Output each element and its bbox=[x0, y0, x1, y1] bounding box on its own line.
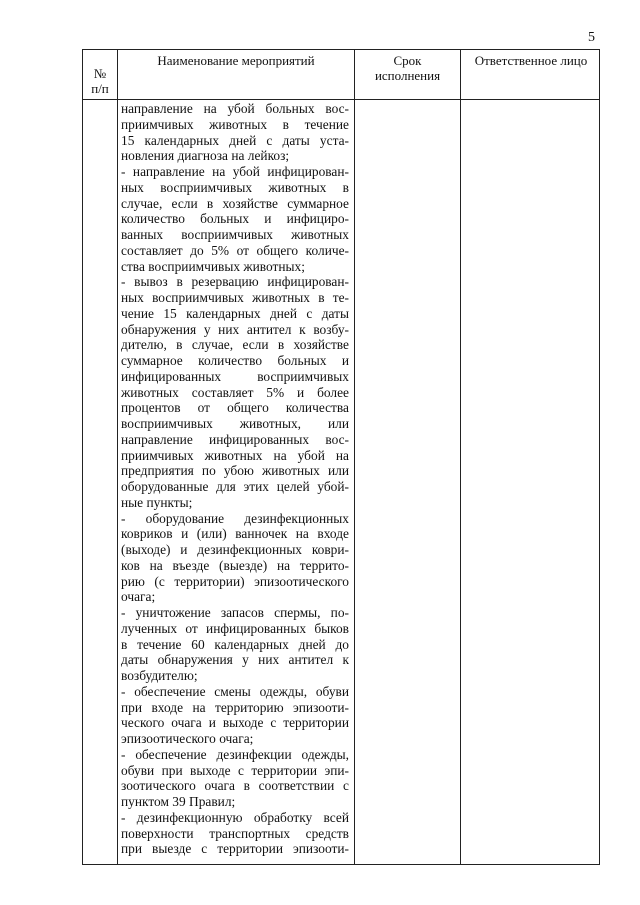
measures-text-line: - обеспечение дезинфекции одежды, bbox=[121, 746, 349, 762]
measures-text-line: ческого очага и выходе с территории bbox=[121, 715, 349, 731]
measures-text-line: возбудителю; bbox=[121, 668, 198, 683]
measures-text-line: инфицированных восприимчивых bbox=[121, 368, 349, 384]
measures-text-line: чение 15 календарных дней с даты bbox=[121, 305, 349, 321]
measures-text-line: случае, если в хозяйстве суммарное bbox=[121, 195, 349, 211]
header-measures-name: Наименование мероприятий bbox=[157, 53, 315, 68]
measures-text-line: рию (с территории) эпизоотического bbox=[121, 573, 349, 589]
measures-text-line: - уничтожение запасов спермы, по- bbox=[121, 605, 349, 620]
measures-text-line: при выезде с территории эпизооти- bbox=[121, 841, 349, 857]
measures-text-line: приимчивых животных на убой на bbox=[121, 447, 349, 463]
header-responsible-person: Ответственное лицо bbox=[474, 53, 588, 68]
measures-text-line: направление инфицированных вос- bbox=[121, 431, 349, 447]
measures-table bbox=[82, 49, 600, 865]
measures-text-line: - дезинфекционную обработку всей bbox=[121, 809, 349, 825]
header-number-symbol: № bbox=[93, 66, 107, 81]
header-deadline bbox=[355, 53, 460, 83]
measures-text-line: ные пункты; bbox=[121, 494, 193, 510]
measures-text-line: эпизоотического очага; bbox=[121, 731, 254, 746]
column-divider-name bbox=[354, 50, 355, 864]
measures-text-line: суммарное количество больных и bbox=[121, 353, 349, 368]
measures-text-line: ства восприимчивых животных; bbox=[121, 258, 305, 274]
measures-text-line: 15 календарных дней с даты уста- bbox=[121, 132, 349, 148]
measures-text-line: зоотического очага в соответствии с bbox=[121, 778, 349, 794]
measures-text-line: ных восприимчивых животных в те- bbox=[121, 290, 349, 305]
measures-text-line: направление на убой больных вос- bbox=[121, 101, 349, 116]
measures-text-line: поверхности транспортных средств bbox=[121, 825, 349, 841]
measures-text-line: в течение 60 календарных дней до bbox=[121, 636, 349, 652]
measures-text-line: количество больных и инфициро- bbox=[121, 211, 349, 227]
measures-text-line: (выходе) и дезинфекционных коври- bbox=[121, 542, 349, 557]
measures-text-line: обнаружения у них антител к возбу- bbox=[121, 321, 349, 337]
measures-text-line: ных восприимчивых животных в bbox=[121, 179, 349, 195]
measures-text-line: при входе на территорию эпизооти- bbox=[121, 699, 349, 715]
header-deadline-line1: Срок bbox=[393, 53, 422, 68]
measures-text-line: новления диагноза на лейкоз; bbox=[121, 148, 290, 164]
measures-text-line: - вывоз в резервацию инфицирован- bbox=[121, 274, 349, 290]
measures-text-line: пунктом 39 Правил; bbox=[121, 794, 236, 809]
header-number bbox=[83, 66, 117, 96]
measures-text-line: составляет до 5% от общего количе- bbox=[121, 242, 349, 258]
measures-text-line: даты обнаружения у них антител к bbox=[121, 652, 349, 668]
measures-text-line: животных составляет 5% и более bbox=[121, 384, 349, 400]
column-divider-number bbox=[117, 50, 118, 864]
page-number: 5 bbox=[588, 30, 595, 45]
measures-text-line: предприятия по убою животных или bbox=[121, 463, 349, 479]
measures-text-line: - обеспечение смены одежды, обуви bbox=[121, 683, 349, 699]
measures-text-line: - направление на убой инфицирован- bbox=[121, 164, 349, 179]
header-deadline-line2: исполнения bbox=[374, 68, 441, 83]
measures-text-line: очага; bbox=[121, 589, 156, 605]
measures-text-line: ков на въезде (выезде) на террито- bbox=[121, 557, 349, 573]
measures-text-line: оборудованные для этих целей убой- bbox=[121, 479, 349, 494]
measures-text-line: обуви при выходе с территории эпи- bbox=[121, 762, 349, 778]
column-divider-term bbox=[460, 50, 461, 864]
measures-text-line: восприимчивых животных, или bbox=[121, 416, 349, 431]
header-number-abbr: п/п bbox=[91, 81, 109, 96]
measures-text-cell bbox=[121, 101, 349, 857]
measures-text-line: ванных восприимчивых животных bbox=[121, 227, 349, 242]
measures-text-line: лученных от инфицированных быков bbox=[121, 620, 349, 636]
measures-text-line: дителю, в случае, если в хозяйстве bbox=[121, 337, 349, 353]
measures-text-line: ковриков и (или) ванночек на входе bbox=[121, 526, 349, 542]
measures-text-line: приимчивых животных в течение bbox=[121, 116, 349, 132]
measures-text-line: процентов от общего количества bbox=[121, 400, 349, 416]
header-divider bbox=[83, 99, 599, 100]
measures-text-line: - оборудование дезинфекционных bbox=[121, 510, 349, 526]
